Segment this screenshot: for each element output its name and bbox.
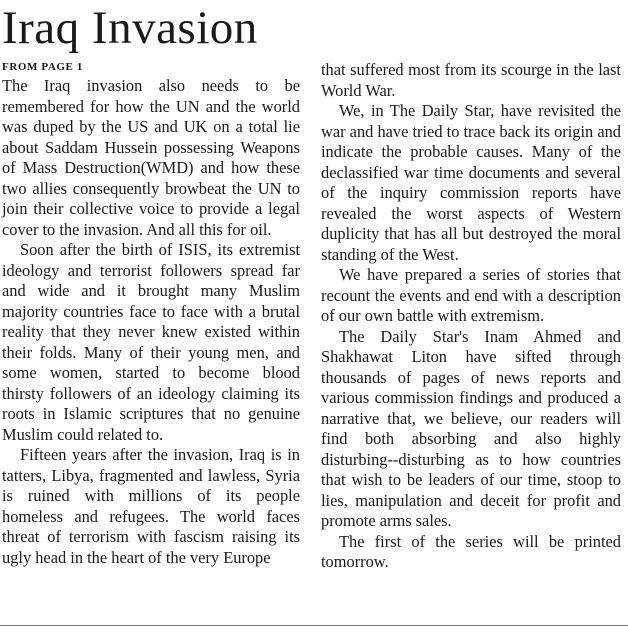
article-column-left <box>2 60 300 568</box>
bottom-divider <box>0 625 628 626</box>
article-paragraph: We, in The Daily Star, have revisited the war and have tried to trace back its origin and indicate the probable causes. Many of the declassified war time documents and several of the inquiry commission reports have revealed the worst aspects of Western duplicity that has all but destroyed the moral standing of the West. <box>321 101 621 264</box>
article-column-right <box>321 60 621 573</box>
article-paragraph: The Daily Star's Inam Ahmed and Shakhawat Liton have sifted through thousands of pages of news reports and various commission findings and produced a narrative that, we believe, our readers will find both absorbing and also highly disturbing--disturbing as to how countries that wish to be leaders of our time, stoop to lies, manipulation and deceit for profit and promote arms sales. <box>321 326 621 530</box>
article-paragraph: We have prepared a series of stories that recount the events and end with a description of our own battle with extremism. <box>321 265 621 325</box>
article-paragraph-continuation: that suffered most from its scourge in the last World War. <box>321 60 621 100</box>
article-paragraph: Soon after the birth of ISIS, its extremist ideology and terrorist followers spread far and wide and it brought many Muslim majority countries face to face with a brutal reality that they never knew existed within their folds. Many of their young men, and some women, started to become blood thirsty followers of an ideology claiming its roots in Islamic scriptures that no genuine Muslim could related to. <box>2 240 300 444</box>
article-paragraph: Fifteen years after the invasion, Iraq is in tatters, Libya, fragmented and lawless, Syria is ruined with millions of its people homeless and refugees. The world faces threat of terrorism with fascism raising its ugly head in the heart of the very Europe <box>2 445 300 567</box>
article-paragraph: The first of the series will be printed tomorrow. <box>321 531 621 571</box>
article-paragraph: The Iraq invasion also needs to be remembered for how the UN and the world was duped by the US and UK on a total lie about Saddam Hussein possessing Weapons of Mass Destruction(WMD) and how these two allies consequently browbeat the UN to join their collective voice to provide a legal cover to the invasion. And all this for oil. <box>2 76 300 239</box>
headline: Iraq Invasion <box>2 2 258 54</box>
dateline: FROM PAGE 1 <box>2 61 83 73</box>
